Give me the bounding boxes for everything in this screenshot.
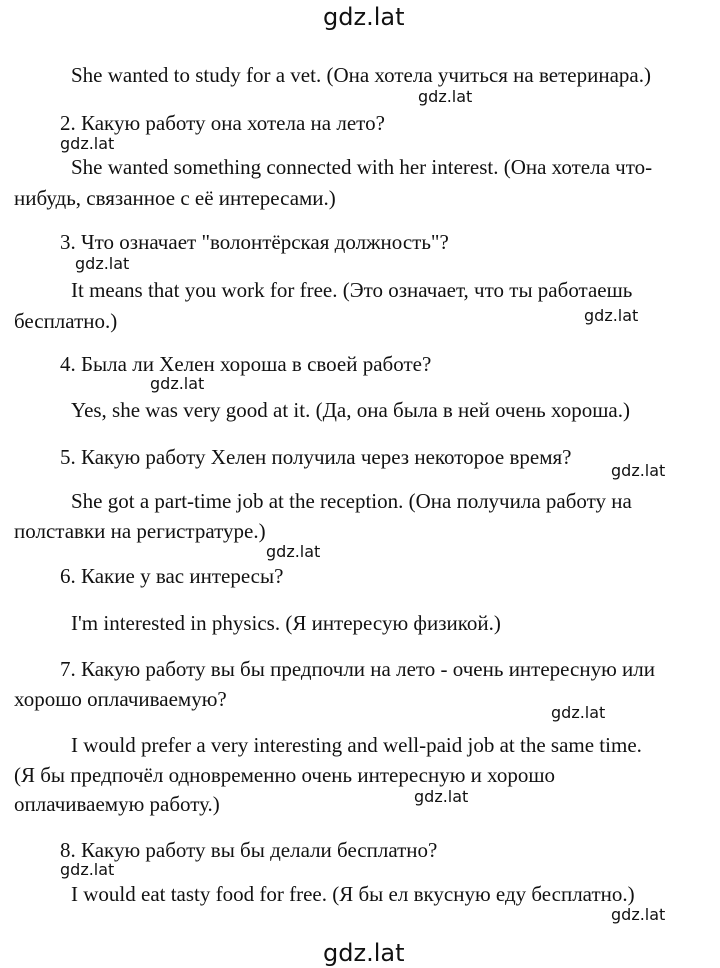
- question-2: 2. Какую работу она хотела на лето?: [60, 111, 385, 135]
- answer-4: Yes, she was very good at it. (Да, она была в ней очень хороша.): [71, 398, 630, 422]
- answer-7-line-1: I would prefer a very interesting and well-paid job at the same time.: [71, 733, 642, 757]
- watermark: gdz.lat: [551, 703, 606, 722]
- question-5: 5. Какую работу Хелен получила через некоторое время?: [60, 445, 572, 469]
- answer-2-line-1: She wanted something connected with her interest. (Она хотела что-: [71, 155, 653, 179]
- watermark: gdz.lat: [60, 860, 115, 879]
- watermark-bottom: gdz.lat: [323, 939, 405, 967]
- watermark: gdz.lat: [611, 905, 666, 924]
- watermark: gdz.lat: [418, 87, 473, 106]
- answer-2-line-2: нибудь, связанное с её интересами.): [14, 186, 336, 210]
- answer-5-line-2: полставки на регистратуре.): [14, 519, 266, 543]
- answer-5-line-1: She got a part-time job at the reception. (Она получила работу на: [71, 489, 632, 513]
- watermark: gdz.lat: [414, 787, 469, 806]
- watermark: gdz.lat: [60, 134, 115, 153]
- answer-6: I'm interested in physics. (Я интересую физикой.): [71, 611, 501, 635]
- watermark: gdz.lat: [150, 374, 205, 393]
- question-7-line-2: хорошо оплачиваемую?: [14, 687, 227, 711]
- watermark: gdz.lat: [584, 306, 639, 325]
- watermark: gdz.lat: [611, 461, 666, 480]
- answer-8: I would eat tasty food for free. (Я бы ел вкусную еду бесплатно.): [71, 882, 635, 906]
- watermark: gdz.lat: [75, 254, 130, 273]
- question-4: 4. Была ли Хелен хороша в своей работе?: [60, 352, 432, 376]
- watermark: gdz.lat: [266, 542, 321, 561]
- answer-7-line-2: (Я бы предпочёл одновременно очень интересную и хорошо: [14, 763, 556, 787]
- answer-3-line-2: бесплатно.): [14, 309, 118, 333]
- question-8: 8. Какую работу вы бы делали бесплатно?: [60, 838, 438, 862]
- answer-3-line-1: It means that you work for free. (Это означает, что ты работаешь: [71, 278, 633, 302]
- answer-7-line-3: оплачиваемую работу.): [14, 792, 220, 816]
- question-6: 6. Какие у вас интересы?: [60, 564, 284, 588]
- question-7-line-1: 7. Какую работу вы бы предпочли на лето - очень интересную или: [60, 657, 655, 681]
- answer-1: She wanted to study for a vet. (Она хотела учиться на ветеринара.): [71, 63, 651, 87]
- question-3: 3. Что означает "волонтёрская должность"?: [60, 230, 449, 254]
- watermark-top: gdz.lat: [323, 3, 405, 31]
